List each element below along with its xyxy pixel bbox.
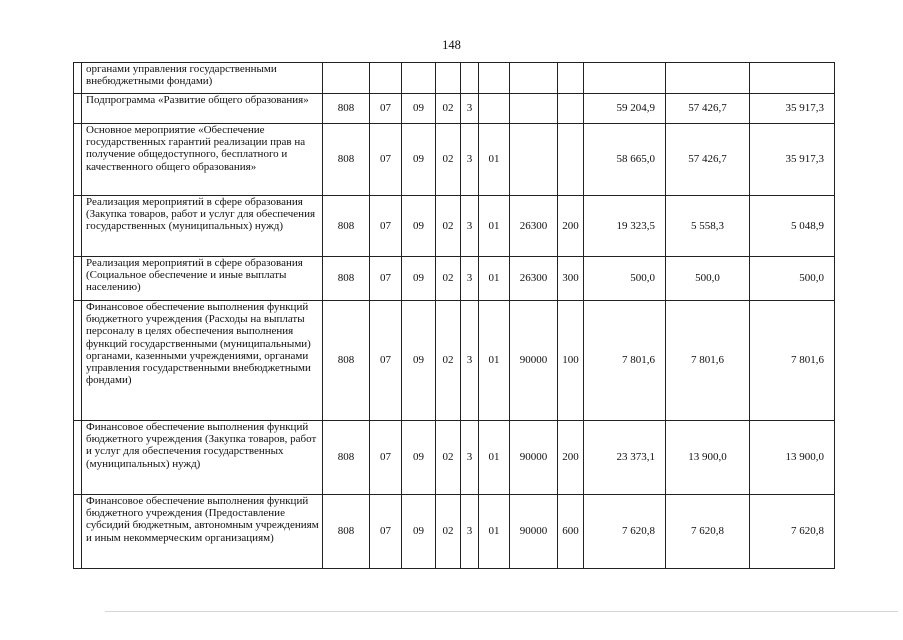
grbs-code-cell: 808: [323, 257, 370, 301]
amount-year2-cell: 7 620,8: [666, 495, 750, 569]
table-row: [74, 301, 835, 421]
amount-year1-cell: 23 373,1: [584, 421, 666, 495]
budget-table-body: [74, 63, 835, 569]
amount-year3-cell: [750, 63, 835, 94]
main-activity-code-cell: [479, 94, 510, 124]
table-row: [74, 94, 835, 124]
expense-name-cell: Основное мероприятие «Обеспечение государственных гарантий реализации прав на получение общедоступного, бесплатного и качественного общего образования»: [82, 124, 323, 196]
grbs-code-cell: 808: [323, 196, 370, 257]
amount-year1-cell: 19 323,5: [584, 196, 666, 257]
subprogram-code-cell: 3: [461, 257, 479, 301]
amount-year2-cell: 7 801,6: [666, 301, 750, 421]
expense-name-cell: Финансовое обеспечение выполнения функций бюджетного учреждения (Предоставление субсидий бюджетным, автономным учреждениям и иным некоммерческим организациям): [82, 495, 323, 569]
main-activity-code-cell: 01: [479, 495, 510, 569]
direction-code-cell: [510, 94, 558, 124]
section-code-cell: 07: [370, 421, 402, 495]
page-divider: [105, 611, 898, 612]
table-row: [74, 63, 835, 94]
expense-type-code-cell: [558, 124, 584, 196]
grbs-code-cell: 808: [323, 421, 370, 495]
direction-code-cell: [510, 63, 558, 94]
main-activity-code-cell: 01: [479, 301, 510, 421]
row-marker-cell: [74, 63, 82, 94]
program-code-cell: 02: [436, 421, 461, 495]
page-number: 148: [442, 38, 461, 52]
expense-name-cell: Финансовое обеспечение выполнения функций бюджетного учреждения (Закупка товаров, работ и услуг для обеспечения государственных (муниципальных) нужд): [82, 421, 323, 495]
amount-year1-cell: 7 620,8: [584, 495, 666, 569]
subsection-code-cell: [402, 63, 436, 94]
expense-type-code-cell: [558, 94, 584, 124]
section-code-cell: 07: [370, 94, 402, 124]
table-row: [74, 257, 835, 301]
amount-year2-cell: 57 426,7: [666, 124, 750, 196]
main-activity-code-cell: 01: [479, 196, 510, 257]
amount-year1-cell: 58 665,0: [584, 124, 666, 196]
table-row: [74, 495, 835, 569]
direction-code-cell: 90000: [510, 421, 558, 495]
program-code-cell: 02: [436, 301, 461, 421]
program-code-cell: 02: [436, 257, 461, 301]
amount-year2-cell: 500,0: [666, 257, 750, 301]
program-code-cell: 02: [436, 94, 461, 124]
amount-year1-cell: [584, 63, 666, 94]
expense-name-cell: Финансовое обеспечение выполнения функций бюджетного учреждения (Расходы на выплаты персоналу в целях обеспечения выполнения функций государственными (муниципальными) органами, казенными учреждениями, органами управления государственными внебюджетными фондами): [82, 301, 323, 421]
expense-type-code-cell: 200: [558, 421, 584, 495]
row-marker-cell: [74, 124, 82, 196]
subprogram-code-cell: 3: [461, 94, 479, 124]
subprogram-code-cell: 3: [461, 124, 479, 196]
expense-name-cell: Подпрограмма «Развитие общего образования»: [82, 94, 323, 124]
amount-year3-cell: 13 900,0: [750, 421, 835, 495]
program-code-cell: [436, 63, 461, 94]
direction-code-cell: 90000: [510, 301, 558, 421]
amount-year2-cell: 13 900,0: [666, 421, 750, 495]
grbs-code-cell: 808: [323, 124, 370, 196]
subprogram-code-cell: 3: [461, 495, 479, 569]
row-marker-cell: [74, 301, 82, 421]
grbs-code-cell: 808: [323, 495, 370, 569]
amount-year2-cell: 5 558,3: [666, 196, 750, 257]
amount-year1-cell: 500,0: [584, 257, 666, 301]
expense-name-cell: Реализация мероприятий в сфере образования (Социальное обеспечение и иные выплаты населению): [82, 257, 323, 301]
row-marker-cell: [74, 421, 82, 495]
amount-year3-cell: 500,0: [750, 257, 835, 301]
section-code-cell: 07: [370, 495, 402, 569]
main-activity-code-cell: 01: [479, 257, 510, 301]
expense-type-code-cell: 200: [558, 196, 584, 257]
amount-year3-cell: 7 620,8: [750, 495, 835, 569]
program-code-cell: 02: [436, 124, 461, 196]
amount-year3-cell: 5 048,9: [750, 196, 835, 257]
amount-year3-cell: 35 917,3: [750, 94, 835, 124]
expense-name-cell: Реализация мероприятий в сфере образования (Закупка товаров, работ и услуг для обеспечения государственных (муниципальных) нужд): [82, 196, 323, 257]
expense-type-code-cell: [558, 63, 584, 94]
amount-year2-cell: 57 426,7: [666, 94, 750, 124]
expense-type-code-cell: 100: [558, 301, 584, 421]
subprogram-code-cell: 3: [461, 421, 479, 495]
program-code-cell: 02: [436, 495, 461, 569]
main-activity-code-cell: 01: [479, 421, 510, 495]
direction-code-cell: [510, 124, 558, 196]
row-marker-cell: [74, 196, 82, 257]
table-row: [74, 196, 835, 257]
subsection-code-cell: 09: [402, 94, 436, 124]
program-code-cell: 02: [436, 196, 461, 257]
section-code-cell: 07: [370, 196, 402, 257]
direction-code-cell: 26300: [510, 196, 558, 257]
table-row: [74, 124, 835, 196]
subsection-code-cell: 09: [402, 421, 436, 495]
expense-name-cell: органами управления государственными внебюджетными фондами): [82, 63, 323, 94]
subprogram-code-cell: 3: [461, 196, 479, 257]
subsection-code-cell: 09: [402, 301, 436, 421]
grbs-code-cell: 808: [323, 301, 370, 421]
direction-code-cell: 90000: [510, 495, 558, 569]
section-code-cell: [370, 63, 402, 94]
row-marker-cell: [74, 257, 82, 301]
expense-type-code-cell: 300: [558, 257, 584, 301]
subprogram-code-cell: [461, 63, 479, 94]
amount-year3-cell: 7 801,6: [750, 301, 835, 421]
section-code-cell: 07: [370, 257, 402, 301]
grbs-code-cell: 808: [323, 94, 370, 124]
budget-table: [73, 62, 835, 569]
subprogram-code-cell: 3: [461, 301, 479, 421]
row-marker-cell: [74, 94, 82, 124]
amount-year2-cell: [666, 63, 750, 94]
amount-year1-cell: 59 204,9: [584, 94, 666, 124]
main-activity-code-cell: 01: [479, 124, 510, 196]
section-code-cell: 07: [370, 124, 402, 196]
amount-year3-cell: 35 917,3: [750, 124, 835, 196]
grbs-code-cell: [323, 63, 370, 94]
subsection-code-cell: 09: [402, 196, 436, 257]
amount-year1-cell: 7 801,6: [584, 301, 666, 421]
row-marker-cell: [74, 495, 82, 569]
subsection-code-cell: 09: [402, 124, 436, 196]
expense-type-code-cell: 600: [558, 495, 584, 569]
subsection-code-cell: 09: [402, 495, 436, 569]
table-row: [74, 421, 835, 495]
section-code-cell: 07: [370, 301, 402, 421]
subsection-code-cell: 09: [402, 257, 436, 301]
main-activity-code-cell: [479, 63, 510, 94]
direction-code-cell: 26300: [510, 257, 558, 301]
